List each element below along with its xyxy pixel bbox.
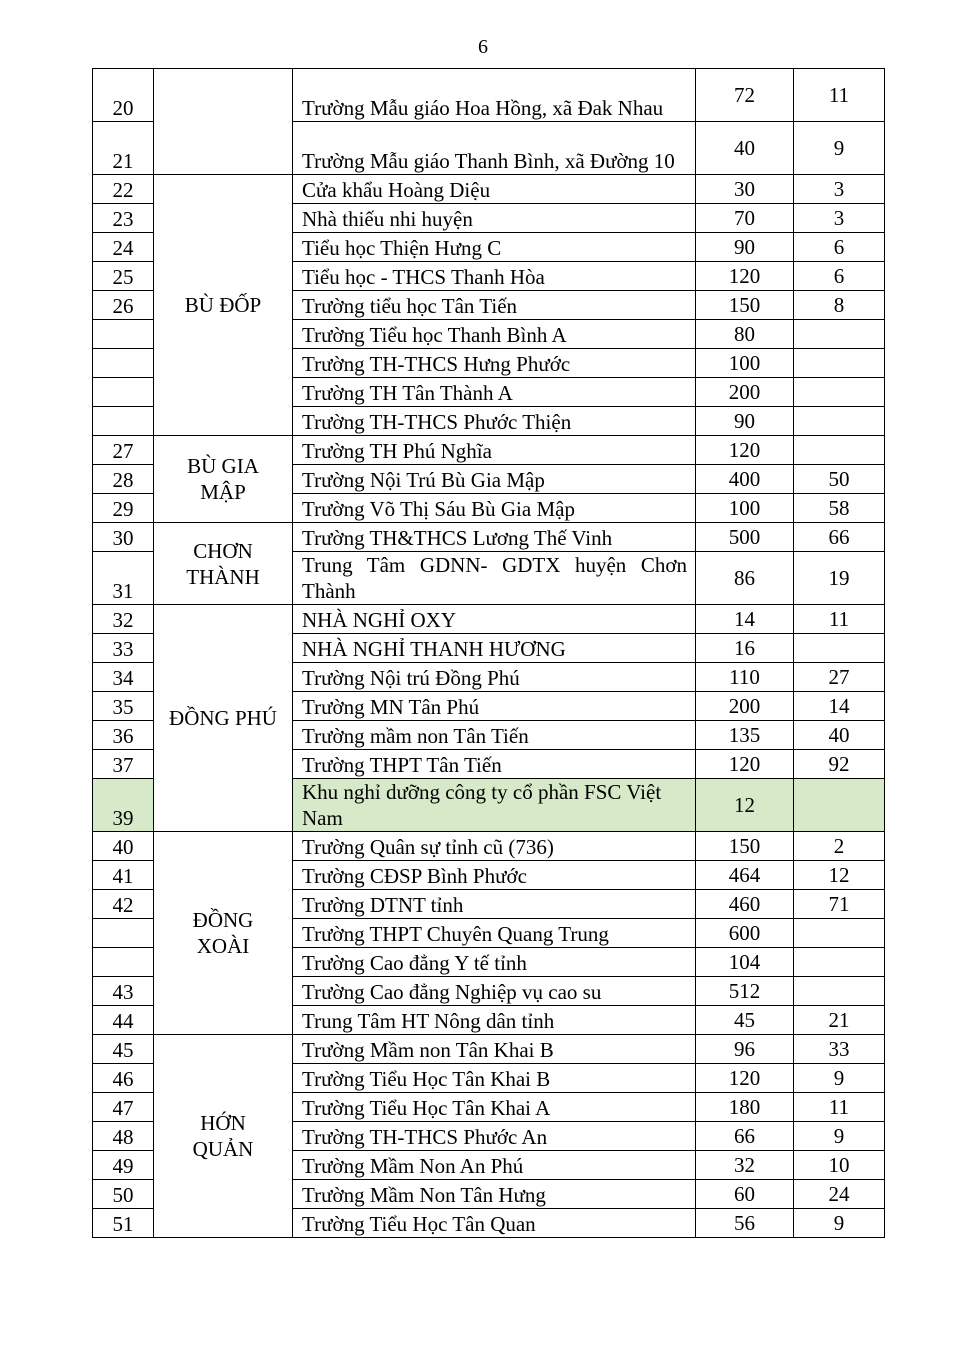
- row-index: 51: [93, 1209, 154, 1238]
- location-name: Trường tiểu học Tân Tiến: [293, 291, 696, 320]
- row-index: 50: [93, 1180, 154, 1209]
- table-row: [93, 436, 885, 465]
- count-value: 9: [794, 122, 885, 175]
- location-name: Trường CĐSP Bình Phước: [293, 861, 696, 890]
- row-index: 24: [93, 233, 154, 262]
- count-value: 27: [794, 663, 885, 692]
- row-index: [93, 919, 154, 948]
- location-name: NHÀ NGHỈ THANH HƯƠNG: [293, 634, 696, 663]
- row-index: 20: [93, 69, 154, 122]
- location-name: Trường Tiểu Học Tân Quan: [293, 1209, 696, 1238]
- count-value: 3: [794, 175, 885, 204]
- capacity-value: 60: [696, 1180, 794, 1209]
- table-row: [93, 175, 885, 204]
- row-index: 44: [93, 1006, 154, 1035]
- location-name: Cửa khẩu Hoàng Diệu: [293, 175, 696, 204]
- location-name: Trường Mầm non Tân Khai B: [293, 1035, 696, 1064]
- capacity-value: 66: [696, 1122, 794, 1151]
- count-value: 92: [794, 750, 885, 779]
- location-name: Trường TH-THCS Phước An: [293, 1122, 696, 1151]
- location-name: Trường TH&THCS Lương Thế Vinh: [293, 523, 696, 552]
- count-value: 40: [794, 721, 885, 750]
- table-row: [93, 605, 885, 634]
- capacity-value: 90: [696, 407, 794, 436]
- count-value: 11: [794, 69, 885, 122]
- capacity-value: 40: [696, 122, 794, 175]
- row-index: 35: [93, 692, 154, 721]
- row-index: 33: [93, 634, 154, 663]
- row-index: [93, 320, 154, 349]
- count-value: 9: [794, 1122, 885, 1151]
- row-index: 37: [93, 750, 154, 779]
- count-value: 6: [794, 262, 885, 291]
- row-index: 27: [93, 436, 154, 465]
- capacity-value: 110: [696, 663, 794, 692]
- count-value: [794, 320, 885, 349]
- count-value: 3: [794, 204, 885, 233]
- location-name: Trường Cao đẳng Y tế tỉnh: [293, 948, 696, 977]
- row-index: 25: [93, 262, 154, 291]
- location-name: Trường THPT Tân Tiến: [293, 750, 696, 779]
- district-cell: ĐỒNG PHÚ: [154, 605, 293, 832]
- district-cell: ĐỒNG XOÀI: [154, 832, 293, 1035]
- capacity-value: 45: [696, 1006, 794, 1035]
- capacity-value: 70: [696, 204, 794, 233]
- row-index: 28: [93, 465, 154, 494]
- count-value: 2: [794, 832, 885, 861]
- count-value: [794, 779, 885, 832]
- capacity-value: 464: [696, 861, 794, 890]
- row-index: 21: [93, 122, 154, 175]
- count-value: 9: [794, 1209, 885, 1238]
- location-name: Trung Tâm HT Nông dân tỉnh: [293, 1006, 696, 1035]
- capacity-value: 30: [696, 175, 794, 204]
- page-number: 6: [478, 36, 488, 58]
- capacity-value: 56: [696, 1209, 794, 1238]
- location-name: Trường Cao đẳng Nghiệp vụ cao su: [293, 977, 696, 1006]
- count-value: 50: [794, 465, 885, 494]
- location-name: Trường Mẫu giáo Hoa Hồng, xã Đak Nhau: [293, 69, 696, 122]
- count-value: [794, 634, 885, 663]
- count-value: 58: [794, 494, 885, 523]
- count-value: 21: [794, 1006, 885, 1035]
- capacity-value: 500: [696, 523, 794, 552]
- count-value: 11: [794, 605, 885, 634]
- location-name: Trường TH Phú Nghĩa: [293, 436, 696, 465]
- capacity-value: 96: [696, 1035, 794, 1064]
- capacity-value: 200: [696, 692, 794, 721]
- row-index: 30: [93, 523, 154, 552]
- location-name: Trường TH-THCS Phước Thiện: [293, 407, 696, 436]
- location-name: Tiểu học - THCS Thanh Hòa: [293, 262, 696, 291]
- count-value: [794, 349, 885, 378]
- row-index: 42: [93, 890, 154, 919]
- count-value: 12: [794, 861, 885, 890]
- count-value: [794, 407, 885, 436]
- table-row: [93, 832, 885, 861]
- location-name: Trường Mầm Non Tân Hưng: [293, 1180, 696, 1209]
- capacity-value: 16: [696, 634, 794, 663]
- row-index: 23: [93, 204, 154, 233]
- row-index: 29: [93, 494, 154, 523]
- row-index: 39: [93, 779, 154, 832]
- count-value: 6: [794, 233, 885, 262]
- capacity-value: 120: [696, 262, 794, 291]
- capacity-value: 32: [696, 1151, 794, 1180]
- capacity-value: 180: [696, 1093, 794, 1122]
- capacity-value: 104: [696, 948, 794, 977]
- row-index: 26: [93, 291, 154, 320]
- capacity-value: 12: [696, 779, 794, 832]
- count-value: 10: [794, 1151, 885, 1180]
- capacity-value: 100: [696, 349, 794, 378]
- row-index: 49: [93, 1151, 154, 1180]
- capacity-value: 86: [696, 552, 794, 605]
- row-index: 34: [93, 663, 154, 692]
- row-index: 40: [93, 832, 154, 861]
- location-name: Trường TH-THCS Hưng Phước: [293, 349, 696, 378]
- count-value: [794, 977, 885, 1006]
- capacity-value: 100: [696, 494, 794, 523]
- row-index: 47: [93, 1093, 154, 1122]
- capacity-value: 14: [696, 605, 794, 634]
- location-name: Trường Tiểu học Thanh Bình A: [293, 320, 696, 349]
- location-name: Tiểu học Thiện Hưng C: [293, 233, 696, 262]
- row-index: 45: [93, 1035, 154, 1064]
- row-index: [93, 407, 154, 436]
- count-value: 14: [794, 692, 885, 721]
- location-name: Trường THPT Chuyên Quang Trung: [293, 919, 696, 948]
- location-name: Trường TH Tân Thành A: [293, 378, 696, 407]
- count-value: 8: [794, 291, 885, 320]
- count-value: [794, 919, 885, 948]
- locations-table: [92, 68, 885, 1238]
- row-index: 22: [93, 175, 154, 204]
- table-row: [93, 69, 885, 122]
- row-index: [93, 349, 154, 378]
- location-name: Trường Nội trú Đồng Phú: [293, 663, 696, 692]
- capacity-value: 150: [696, 832, 794, 861]
- location-name: Nhà thiếu nhi huyện: [293, 204, 696, 233]
- capacity-value: 120: [696, 1064, 794, 1093]
- row-index: [93, 378, 154, 407]
- capacity-value: 200: [696, 378, 794, 407]
- row-index: 43: [93, 977, 154, 1006]
- row-index: 41: [93, 861, 154, 890]
- district-cell: BÙ ĐỐP: [154, 175, 293, 436]
- capacity-value: 460: [696, 890, 794, 919]
- row-index: 36: [93, 721, 154, 750]
- row-index: 46: [93, 1064, 154, 1093]
- table-row: [93, 1035, 885, 1064]
- location-name: NHÀ NGHỈ OXY: [293, 605, 696, 634]
- capacity-value: 90: [696, 233, 794, 262]
- district-cell: [154, 69, 293, 175]
- location-name: Trường DTNT tỉnh: [293, 890, 696, 919]
- count-value: 66: [794, 523, 885, 552]
- count-value: [794, 948, 885, 977]
- row-index: 31: [93, 552, 154, 605]
- capacity-value: 80: [696, 320, 794, 349]
- capacity-value: 400: [696, 465, 794, 494]
- count-value: 11: [794, 1093, 885, 1122]
- capacity-value: 72: [696, 69, 794, 122]
- location-name: Trường Võ Thị Sáu Bù Gia Mập: [293, 494, 696, 523]
- count-value: 19: [794, 552, 885, 605]
- table-row: [93, 523, 885, 552]
- capacity-value: 120: [696, 750, 794, 779]
- location-name: Trường mầm non Tân Tiến: [293, 721, 696, 750]
- location-name: Trường Mẫu giáo Thanh Bình, xã Đường 10: [293, 122, 696, 175]
- location-name: Trường Nội Trú Bù Gia Mập: [293, 465, 696, 494]
- row-index: 48: [93, 1122, 154, 1151]
- count-value: 9: [794, 1064, 885, 1093]
- capacity-value: 600: [696, 919, 794, 948]
- count-value: 71: [794, 890, 885, 919]
- location-name: Trường Tiểu Học Tân Khai B: [293, 1064, 696, 1093]
- capacity-value: 150: [696, 291, 794, 320]
- capacity-value: 120: [696, 436, 794, 465]
- count-value: 33: [794, 1035, 885, 1064]
- district-cell: CHƠN THÀNH: [154, 523, 293, 605]
- capacity-value: 512: [696, 977, 794, 1006]
- location-name: Trường Tiểu Học Tân Khai A: [293, 1093, 696, 1122]
- capacity-value: 135: [696, 721, 794, 750]
- row-index: [93, 948, 154, 977]
- district-cell: HỚN QUẢN: [154, 1035, 293, 1238]
- district-cell: BÙ GIA MẬP: [154, 436, 293, 523]
- location-name: Trường MN Tân Phú: [293, 692, 696, 721]
- location-name: Trung Tâm GDNN- GDTX huyện Chơn Thành: [293, 552, 696, 605]
- location-name: Trường Mầm Non An Phú: [293, 1151, 696, 1180]
- count-value: [794, 436, 885, 465]
- location-name: Khu nghỉ dưỡng công ty cổ phần FSC Việt Nam: [293, 779, 696, 832]
- location-name: Trường Quân sự tỉnh cũ (736): [293, 832, 696, 861]
- row-index: 32: [93, 605, 154, 634]
- count-value: [794, 378, 885, 407]
- count-value: 24: [794, 1180, 885, 1209]
